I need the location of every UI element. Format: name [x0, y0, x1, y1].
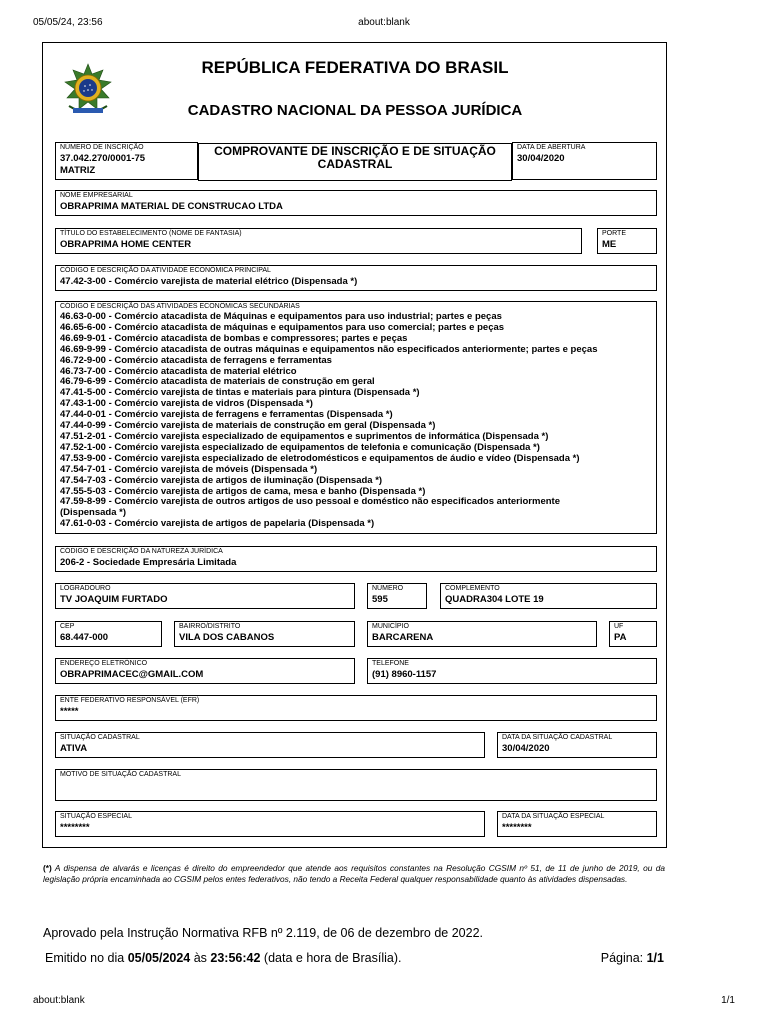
situacao-value: ATIVA [60, 743, 88, 754]
atividade-principal-box [55, 265, 657, 291]
complemento-label: COMPLEMENTO [445, 585, 500, 592]
fantasia-box [55, 228, 582, 254]
list-item: (Dispensada *) [60, 507, 126, 519]
complemento-value: QUADRA304 LOTE 19 [445, 594, 544, 605]
cep-label: CEP [60, 623, 75, 630]
list-item: 46.69-9-99 - Comércio atacadista de outras máquinas e equipamentos não especificados anteriormente; partes e peças [60, 343, 598, 355]
municipio-box [367, 621, 597, 647]
list-item: 46.72-9-00 - Comércio atacadista de ferragens e ferramentas [60, 354, 332, 366]
list-item: 46.63-0-00 - Comércio atacadista de Máquinas e equipamentos para uso industrial; partes e peças [60, 311, 502, 322]
efr-box [55, 695, 657, 721]
list-item: 46.65-6-00 - Comércio atacadista de máquinas e equipamentos para uso comercial; partes e peças [60, 321, 505, 333]
data-situacao-box [497, 732, 657, 758]
natureza-juridica-box [55, 546, 657, 572]
numero-value: 595 [372, 594, 388, 605]
note-text: A dispensa de alvarás e licenças é direito do empreendedor que atende aos requisitos constantes na Resolução CGSIM nº 51, de 11 de junho de 2019, ou da legislação própria encaminhada ao CGSIM pelos entes federativos, não tendo a Receita Federal qualquer responsabilidade quanto às atividades dispensadas. [43, 863, 666, 884]
uf-label: UF [614, 623, 624, 630]
fantasia-value: OBRAPRIMA HOME CENTER [60, 239, 192, 250]
atividades-secundarias-box [55, 301, 657, 534]
pagina-value: 1/1 [646, 951, 664, 965]
situacao-label: SITUAÇÃO CADASTRAL [60, 734, 140, 741]
list-item: 47.44-0-01 - Comércio varejista de ferragens e ferramentas (Dispensada *) [60, 409, 393, 421]
atividades-secundarias-list [60, 312, 597, 530]
nome-empresarial-label: NOME EMPRESARIAL [60, 192, 133, 199]
emitted-time: 23:56:42 [210, 951, 261, 965]
list-item: 47.55-5-03 - Comércio varejista de artigos de cama, mesa e banho (Dispensada *) [60, 485, 426, 497]
telefone-value: (91) 8960-1157 [372, 669, 437, 680]
porte-box [597, 228, 657, 254]
uf-box [609, 621, 657, 647]
efr-value: ***** [60, 706, 79, 717]
list-item: 46.79-6-99 - Comércio atacadista de materiais de construção em geral [60, 376, 375, 388]
print-url: about:blank [33, 995, 85, 1006]
telefone-label: TELEFONE [372, 660, 409, 667]
cep-value: 68.447-000 [60, 632, 109, 643]
email-label: ENDEREÇO ELETRÔNICO [60, 660, 148, 667]
dispensa-note [43, 863, 665, 885]
logradouro-value: TV JOAQUIM FURTADO [60, 594, 168, 605]
data-situacao-label: DATA DA SITUAÇÃO CADASTRAL [502, 734, 613, 741]
natureza-juridica-value: 206-2 - Sociedade Empresária Limitada [60, 557, 237, 568]
numero-label: NÚMERO [372, 585, 404, 592]
logradouro-label: LOGRADOURO [60, 585, 111, 592]
motivo-box [55, 769, 657, 801]
inscricao-box [55, 142, 198, 180]
comprovante-title: COMPROVANTE DE INSCRIÇÃO E DE SITUAÇÃO CADASTRAL [214, 144, 496, 171]
porte-value: ME [602, 239, 617, 250]
print-page-count: 1/1 [721, 995, 735, 1006]
print-header [0, 17, 768, 29]
logradouro-box [55, 583, 355, 609]
emitted-date: 05/05/2024 [127, 951, 191, 965]
municipio-label: MUNICÍPIO [372, 623, 409, 630]
data-situacao-value: 30/04/2020 [502, 743, 550, 754]
approval-line: Aprovado pela Instrução Normativa RFB nº 2.119, de 06 de dezembro de 2022. [43, 926, 484, 940]
abertura-value: 30/04/2020 [517, 153, 565, 164]
bairro-label: BAIRRO/DISTRITO [179, 623, 241, 630]
emitted-prefix: Emitido no dia [45, 951, 128, 965]
cadastro-heading: CADASTRO NACIONAL DA PESSOA JURÍDICA [187, 102, 523, 119]
porte-label: PORTE [602, 230, 626, 237]
data-situacao-especial-box [497, 811, 657, 837]
list-item: 47.59-8-99 - Comércio varejista de outros artigos de uso pessoal e doméstico não especificados anteriormente [60, 496, 560, 508]
fantasia-label: TÍTULO DO ESTABELECIMENTO (NOME DE FANTASIA) [60, 230, 242, 237]
inscricao-label: NÚMERO DE INSCRIÇÃO [60, 144, 144, 151]
email-value: OBRAPRIMACEC@GMAIL.COM [60, 669, 204, 680]
print-title: about:blank [358, 17, 410, 28]
print-footer [0, 995, 768, 1007]
emitted-middle: às [190, 951, 211, 965]
list-item: 47.61-0-03 - Comércio varejista de artigos de papelaria (Dispensada *) [60, 518, 375, 530]
list-item: 47.51-2-01 - Comércio varejista especializado de equipamentos e suprimentos de informática (Dispensada *) [60, 430, 549, 442]
list-item: 47.54-7-03 - Comércio varejista de artigos de iluminação (Dispensada *) [60, 474, 383, 486]
note-marker: (*) [43, 863, 52, 873]
list-item: 47.41-5-00 - Comércio varejista de tintas e materiais para pintura (Dispensada *) [60, 387, 420, 399]
comprovante-title-box [198, 143, 512, 181]
atividades-secundarias-label: CÓDIGO E DESCRIÇÃO DAS ATIVIDADES ECONÔMICAS SECUNDÁRIAS [60, 303, 300, 310]
pagina-label: Página: [600, 951, 647, 965]
abertura-box [512, 142, 657, 180]
uf-value: PA [614, 632, 627, 643]
email-box [55, 658, 355, 684]
list-item: 47.43-1-00 - Comércio varejista de vidros (Dispensada *) [60, 398, 313, 410]
inscricao-number: 37.042.270/0001-75 [60, 153, 146, 164]
nome-empresarial-box [55, 190, 657, 216]
situacao-especial-box [55, 811, 485, 837]
list-item: 47.52-1-00 - Comércio varejista especializado de equipamentos de telefonia e comunicação (Dispensada *) [60, 441, 540, 453]
bairro-box [174, 621, 355, 647]
telefone-box [367, 658, 657, 684]
situacao-especial-value: ******** [60, 822, 90, 833]
cep-box [55, 621, 162, 647]
print-datetime: 05/05/24, 23:56 [33, 17, 103, 28]
page-indicator [601, 951, 664, 965]
complemento-box [440, 583, 657, 609]
data-situacao-especial-label: DATA DA SITUAÇÃO ESPECIAL [502, 813, 605, 820]
list-item: 46.69-9-01 - Comércio atacadista de bombas e compressores; partes e peças [60, 332, 408, 344]
numero-box [367, 583, 427, 609]
list-item: 46.73-7-00 - Comércio atacadista de material elétrico [60, 365, 297, 377]
emitted-suffix: (data e hora de Brasília). [260, 951, 402, 965]
data-situacao-especial-value: ******** [502, 822, 532, 833]
atividade-principal-label: CÓDIGO E DESCRIÇÃO DA ATIVIDADE ECONÔMICA PRINCIPAL [60, 267, 271, 274]
situacao-box [55, 732, 485, 758]
list-item: 47.54-7-01 - Comércio varejista de móveis (Dispensada *) [60, 463, 318, 475]
nome-empresarial-value: OBRAPRIMA MATERIAL DE CONSTRUCAO LTDA [60, 201, 283, 212]
republic-heading: REPÚBLICA FEDERATIVA DO BRASIL [201, 58, 509, 77]
brazil-coat-of-arms-icon [59, 62, 117, 120]
inscricao-type: MATRIZ [60, 165, 96, 176]
emission-line [45, 951, 402, 965]
abertura-label: DATA DE ABERTURA [517, 144, 586, 151]
bairro-value: VILA DOS CABANOS [179, 632, 275, 643]
list-item: 47.53-9-00 - Comércio varejista especializado de eletrodomésticos e equipamentos de áudio e vídeo (Dispensada *) [60, 452, 580, 464]
situacao-especial-label: SITUAÇÃO ESPECIAL [60, 813, 132, 820]
atividade-principal-value: 47.42-3-00 - Comércio varejista de material elétrico (Dispensada *) [60, 276, 358, 287]
municipio-value: BARCARENA [372, 632, 434, 643]
list-item: 47.44-0-99 - Comércio varejista de materiais de construção em geral (Dispensada *) [60, 420, 436, 432]
efr-label: ENTE FEDERATIVO RESPONSÁVEL (EFR) [60, 697, 200, 704]
motivo-label: MOTIVO DE SITUAÇÃO CADASTRAL [60, 771, 181, 778]
natureza-juridica-label: CÓDIGO E DESCRIÇÃO DA NATUREZA JURÍDICA [60, 548, 223, 555]
